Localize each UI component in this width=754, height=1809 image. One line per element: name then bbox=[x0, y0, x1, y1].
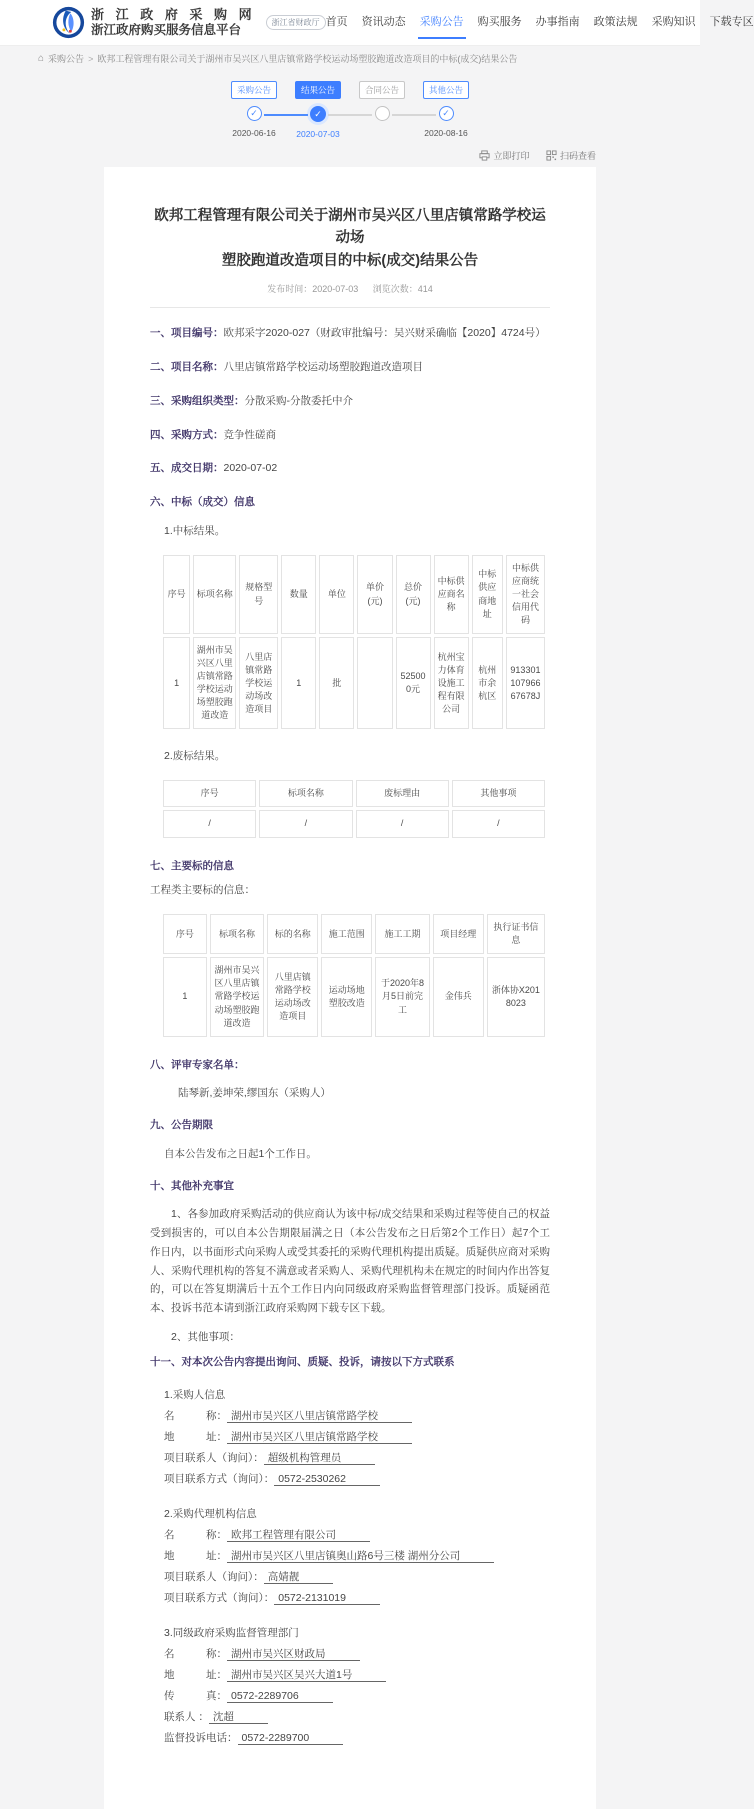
contact-value: 湖州市吴兴区八里店镇常路学校 bbox=[227, 1410, 412, 1423]
col-header: 总价(元) bbox=[396, 555, 431, 634]
section-notice-period bbox=[150, 1118, 550, 1134]
nav-news[interactable]: 资讯动态 bbox=[361, 15, 406, 28]
printer-icon bbox=[479, 150, 490, 161]
section-heading: 五、成交日期： bbox=[150, 462, 224, 475]
cell-cert: 浙体协X2018023 bbox=[487, 957, 545, 1036]
col-header: 标项名称 bbox=[193, 555, 236, 634]
col-header: 废标理由 bbox=[356, 780, 449, 807]
contact-label: 项目联系方式（询问）： bbox=[164, 1472, 275, 1485]
timeline-pill-result[interactable]: 结果公告 bbox=[295, 81, 341, 99]
col-header: 规格型号 bbox=[239, 555, 278, 634]
article-card bbox=[104, 167, 596, 1809]
contact-line bbox=[164, 1448, 550, 1469]
section-main-subject bbox=[150, 859, 550, 875]
contact-label: 地 址： bbox=[164, 1430, 227, 1443]
section-heading: 十、其他补充事宜 bbox=[150, 1180, 234, 1193]
article-tools bbox=[104, 149, 596, 163]
section-heading: 六、中标（成交）信息 bbox=[150, 496, 255, 509]
contact-label: 传 真： bbox=[164, 1689, 227, 1702]
col-header: 单位 bbox=[319, 555, 354, 634]
contact-line bbox=[164, 1588, 550, 1609]
breadcrumb-root[interactable]: 采购公告 bbox=[48, 54, 85, 64]
timeline-date: 2020-06-16 bbox=[232, 128, 276, 138]
contact-label: 名 称： bbox=[164, 1528, 227, 1541]
notice-period-text: 自本公告发布之日起1个工作日。 bbox=[164, 1148, 317, 1161]
contact-line bbox=[164, 1644, 550, 1665]
timeline-date: 2020-08-16 bbox=[424, 128, 468, 138]
cell-lot-name: 湖州市吴兴区八里店镇常路学校运动场塑胶跑道改造 bbox=[210, 957, 265, 1036]
section-text: 欧邦采字2020-027（财政审批编号：吴兴财采确临【2020】4724号） bbox=[223, 327, 546, 340]
timeline-step-contract bbox=[350, 81, 414, 139]
contact-line bbox=[164, 1665, 550, 1686]
contact-value: 0572-2289700 bbox=[238, 1732, 344, 1745]
cell-qty: 1 bbox=[281, 637, 316, 729]
contact-label: 监督投诉电话： bbox=[164, 1731, 238, 1744]
col-header: 序号 bbox=[163, 555, 190, 634]
site-logo[interactable] bbox=[52, 6, 326, 39]
breadcrumb-current: 欧邦工程管理有限公司关于湖州市吴兴区八里店镇常路学校运动场塑胶跑道改造项目的中标(成交)结果公告 bbox=[97, 54, 518, 64]
contact-line bbox=[164, 1546, 550, 1567]
nav-home[interactable]: 首页 bbox=[325, 15, 348, 28]
timeline-step-result bbox=[286, 81, 350, 139]
logo-title: 浙 江 政 府 采 购 网 bbox=[91, 6, 256, 22]
article-meta bbox=[150, 282, 550, 308]
contact-value: 超级机构管理员 bbox=[264, 1452, 376, 1465]
contact-label: 项目联系方式（询问）： bbox=[164, 1591, 275, 1604]
page-title-line1: 欧邦工程管理有限公司关于湖州市吴兴区八里店镇常路学校运动场 bbox=[154, 208, 546, 247]
contact-line bbox=[164, 1686, 550, 1707]
section-method bbox=[150, 428, 550, 444]
section-text: 八里店镇常路学校运动场塑胶跑道改造项目 bbox=[223, 361, 423, 374]
section-heading: 十一、对本次公告内容提出询问、质疑、投诉，请按以下方式联系 bbox=[150, 1356, 455, 1369]
cell-total-price: 525000元 bbox=[396, 637, 431, 729]
rejected-bid-table bbox=[160, 777, 548, 840]
table-row bbox=[163, 637, 545, 729]
col-header: 中标供应商地址 bbox=[472, 555, 503, 634]
section-heading: 八、评审专家名单： bbox=[150, 1058, 245, 1071]
timeline-pill-other[interactable]: 其他公告 bbox=[423, 81, 469, 99]
contact-line bbox=[164, 1707, 550, 1728]
cell-lot-name: 湖州市吴兴区八里店镇常路学校运动场塑胶跑道改造 bbox=[193, 637, 236, 729]
page-title bbox=[150, 205, 550, 272]
contact-block-title: 3.同级政府采购监督管理部门 bbox=[164, 1626, 299, 1639]
qr-label: 扫码查看 bbox=[559, 151, 596, 161]
timeline-date: 2020-07-03 bbox=[296, 129, 340, 139]
timeline-check-icon: ✓ bbox=[439, 106, 454, 121]
timeline-pill-procurement[interactable]: 采购公告 bbox=[231, 81, 277, 99]
nav-procurement-notices[interactable]: 采购公告 bbox=[420, 7, 464, 39]
cell-scope: 运动场地塑胶改造 bbox=[321, 957, 372, 1036]
award-result-table bbox=[160, 552, 548, 733]
timeline-connector bbox=[264, 114, 308, 116]
table-header-row bbox=[163, 780, 545, 807]
contact-value: 湖州市吴兴区财政局 bbox=[227, 1648, 360, 1661]
section-project-name bbox=[150, 360, 550, 376]
purchaser-info-block bbox=[164, 1385, 550, 1490]
contact-line bbox=[164, 1567, 550, 1588]
contact-line bbox=[164, 1427, 550, 1448]
cell-credit-code: 91330110796667678J bbox=[506, 637, 545, 729]
nav-knowledge[interactable]: 采购知识 bbox=[651, 15, 696, 28]
cell-seq: 1 bbox=[163, 957, 207, 1036]
cell: / bbox=[356, 810, 449, 837]
logo-emblem-icon bbox=[52, 6, 85, 39]
timeline-connector bbox=[392, 114, 436, 116]
section-heading: 七、主要标的信息 bbox=[150, 859, 234, 872]
cell-manager: 金伟兵 bbox=[433, 957, 484, 1036]
cell-supplier-name: 杭州宝力体育设施工程有限公司 bbox=[434, 637, 469, 729]
contact-value: 沈超 bbox=[209, 1711, 268, 1724]
cell-unit-price bbox=[357, 637, 392, 729]
view-count: 浏览次数：414 bbox=[372, 284, 433, 295]
cell-period: 于2020年8月5日前完工 bbox=[375, 957, 430, 1036]
contact-value: 湖州市吴兴区八里店镇常路学校 bbox=[227, 1431, 412, 1444]
page-title-line2: 塑胶跑道改造项目的中标(成交)结果公告 bbox=[221, 252, 479, 269]
nav-purchase-services[interactable]: 购买服务 bbox=[477, 15, 522, 28]
cell: / bbox=[259, 810, 352, 837]
contact-line bbox=[164, 1469, 550, 1490]
col-header: 数量 bbox=[281, 555, 316, 634]
cell: / bbox=[452, 810, 545, 837]
col-header: 施工工期 bbox=[375, 914, 430, 954]
contact-value: 高婧靓 bbox=[264, 1571, 334, 1584]
timeline-check-icon: ✓ bbox=[310, 106, 326, 122]
supervisor-info-block bbox=[164, 1623, 550, 1749]
award-result-label: 1.中标结果。 bbox=[164, 524, 226, 537]
contact-line bbox=[164, 1728, 550, 1749]
section-contact bbox=[150, 1355, 550, 1371]
contact-block-title: 1.采购人信息 bbox=[164, 1388, 226, 1401]
table-header-row bbox=[163, 555, 545, 634]
nav-downloads[interactable]: 下载专区 bbox=[709, 15, 754, 28]
contact-value: 湖州市吴兴区吴兴大道1号 bbox=[227, 1669, 386, 1682]
print-label: 立即打印 bbox=[493, 151, 530, 161]
contact-value: 0572-2530262 bbox=[274, 1473, 380, 1486]
col-header: 项目经理 bbox=[433, 914, 484, 954]
col-header: 序号 bbox=[163, 780, 256, 807]
col-header: 标的名称 bbox=[267, 914, 318, 954]
col-header: 序号 bbox=[163, 914, 207, 954]
section-org-type bbox=[150, 394, 550, 410]
cell-supplier-address: 杭州市余杭区 bbox=[472, 637, 503, 729]
timeline-check-icon: ✓ bbox=[247, 106, 262, 121]
logo-subtitle: 浙江政府购买服务信息平台 bbox=[91, 22, 242, 37]
section-text: 竞争性磋商 bbox=[223, 428, 276, 441]
cell-subject-name: 八里店镇常路学校运动场改造项目 bbox=[267, 957, 318, 1036]
contact-value: 欧邦工程管理有限公司 bbox=[227, 1529, 370, 1542]
contact-value: 湖州市吴兴区八里店镇奥山路6号三楼 湖州分公司 bbox=[227, 1550, 494, 1563]
cell-spec: 八里店镇常路学校运动场改造项目 bbox=[239, 637, 278, 729]
qr-view-button[interactable] bbox=[546, 149, 596, 162]
timeline-step-other bbox=[414, 81, 478, 139]
timeline-pill-contract[interactable]: 合同公告 bbox=[359, 81, 405, 99]
contact-label: 联系人 ： bbox=[164, 1710, 209, 1723]
notice-timeline bbox=[0, 81, 700, 139]
nav-guide[interactable]: 办事指南 bbox=[535, 15, 580, 28]
nav-policies[interactable]: 政策法规 bbox=[593, 15, 638, 28]
contact-label: 名 称： bbox=[164, 1409, 227, 1422]
logo-text bbox=[91, 8, 256, 37]
contact-label: 地 址： bbox=[164, 1668, 227, 1681]
section-award-info bbox=[150, 495, 550, 511]
section-text: 分散采购-分散委托中介 bbox=[244, 394, 353, 407]
publish-time: 发布时间：2020-07-03 bbox=[267, 284, 359, 295]
contact-label: 名 称： bbox=[164, 1647, 227, 1660]
section-heading: 九、公告期限 bbox=[150, 1119, 213, 1132]
main-subject-intro: 工程类主要标的信息： bbox=[150, 884, 255, 897]
qr-code-icon bbox=[546, 150, 557, 161]
timeline-connector bbox=[328, 114, 372, 116]
contact-line bbox=[164, 1525, 550, 1546]
col-header: 施工范围 bbox=[321, 914, 372, 954]
section-other-matters bbox=[150, 1179, 550, 1195]
table-row bbox=[163, 957, 545, 1036]
section-heading: 二、项目名称： bbox=[150, 361, 224, 374]
col-header: 中标供应商名称 bbox=[434, 555, 469, 634]
other-matters-paragraph: 1、各参加政府采购活动的供应商认为该中标/成交结果和采购过程等使自己的权益受到损害的，可以自本公告期限届满之日（本公告发布之日后第2个工作日）起7个工作日内，以书面形式向采购人或受其委托的采购代理机构提出质疑。质疑供应商对采购人、采购代理机构的答复不满意或者采购人、采购代理机构未在规定的时间内作出答复的，可以在答复期满后十五个工作日内向同级政府采购监督管理部门投诉。质疑函范本、投诉书范本请到浙江政府采购网下载专区下载。 bbox=[150, 1207, 550, 1315]
section-project-number bbox=[150, 326, 550, 342]
table-row bbox=[163, 810, 545, 837]
timeline-empty-circle-icon bbox=[375, 106, 390, 121]
contact-block-title: 2.采购代理机构信息 bbox=[164, 1507, 257, 1520]
contact-value: 0572-2289706 bbox=[227, 1690, 333, 1703]
section-heading: 四、采购方式： bbox=[150, 428, 224, 441]
finance-dept-badge: 浙江省财政厅 bbox=[266, 15, 326, 30]
section-text: 2020-07-02 bbox=[223, 462, 278, 475]
timeline-step-procurement bbox=[222, 81, 286, 139]
contact-label: 项目联系人（询问）： bbox=[164, 1570, 264, 1583]
agency-info-block bbox=[164, 1504, 550, 1609]
section-deal-date bbox=[150, 461, 550, 477]
cell-seq: 1 bbox=[163, 637, 190, 729]
home-icon[interactable]: ⌂ bbox=[38, 53, 45, 64]
section-heading: 一、项目编号： bbox=[150, 327, 224, 340]
col-header: 中标供应商统一社会信用代码 bbox=[506, 555, 545, 634]
expert-names: 陆琴新,姜坤荣,缪国东（采购人） bbox=[178, 1087, 331, 1100]
contact-label: 地 址： bbox=[164, 1549, 227, 1562]
col-header: 其他事项 bbox=[452, 780, 545, 807]
breadcrumb bbox=[0, 46, 700, 69]
main-nav bbox=[326, 7, 754, 39]
section-experts bbox=[150, 1058, 550, 1074]
contact-line bbox=[164, 1406, 550, 1427]
col-header: 单价(元) bbox=[357, 555, 392, 634]
col-header: 标项名称 bbox=[259, 780, 352, 807]
contact-value: 0572-2131019 bbox=[274, 1592, 380, 1605]
col-header: 标项名称 bbox=[210, 914, 265, 954]
section-heading: 三、采购组织类型： bbox=[150, 394, 245, 407]
other-matters-item2: 2、其他事项： bbox=[171, 1331, 240, 1344]
main-subject-table bbox=[160, 911, 548, 1039]
rejected-result-label: 2.废标结果。 bbox=[164, 750, 226, 763]
cell-unit: 批 bbox=[319, 637, 354, 729]
contact-label: 项目联系人（询问）： bbox=[164, 1451, 264, 1464]
breadcrumb-separator: > bbox=[88, 53, 94, 64]
site-header bbox=[0, 0, 754, 46]
table-header-row bbox=[163, 914, 545, 954]
cell: / bbox=[163, 810, 256, 837]
col-header: 执行证书信息 bbox=[487, 914, 545, 954]
print-button[interactable] bbox=[479, 149, 529, 162]
